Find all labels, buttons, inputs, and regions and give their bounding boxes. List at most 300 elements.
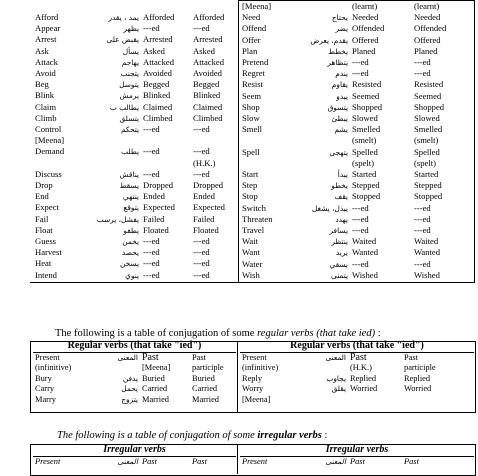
verb-present bbox=[33, 158, 89, 169]
verb-meaning: يسقط bbox=[119, 181, 139, 191]
verb-past: Carried bbox=[142, 384, 168, 394]
verb-row bbox=[33, 214, 236, 225]
verb-present: [Meena] bbox=[35, 135, 65, 146]
verb-row bbox=[33, 247, 236, 258]
verb-past: Attacked bbox=[143, 56, 175, 67]
verb-meaning: ينتظر bbox=[331, 237, 348, 247]
verb-past: Stepped bbox=[352, 180, 380, 191]
verb-present: Reply bbox=[242, 373, 263, 383]
verb-past: Worried bbox=[350, 384, 378, 394]
verb-row bbox=[240, 236, 474, 247]
verb-row bbox=[240, 395, 474, 406]
verb-meaning: يبطئ bbox=[331, 114, 348, 124]
verb-past-participle: Started bbox=[414, 169, 439, 180]
irregular-right-title: Irregular verbs bbox=[240, 445, 474, 456]
verb-past bbox=[141, 135, 191, 146]
verb-past: Seemed bbox=[352, 90, 380, 101]
header-meaning: المعنى bbox=[325, 456, 346, 466]
verb-present: Want bbox=[242, 247, 260, 258]
verb-row bbox=[240, 169, 474, 180]
verb-present: Spell bbox=[242, 146, 260, 157]
verb-past: Resisted bbox=[352, 79, 382, 90]
verb-meaning: يطالب ب bbox=[109, 102, 139, 112]
verb-past-participle: Begged bbox=[193, 79, 220, 90]
verb-meaning: يسافر bbox=[329, 226, 348, 236]
verb-past-participle: ---ed bbox=[414, 258, 431, 269]
ied-right-title: Regular verbs (that take "ied") bbox=[240, 341, 474, 352]
verb-meaning: يطلب bbox=[121, 147, 139, 157]
verb-present: Carry bbox=[35, 384, 55, 394]
verb-present: Slow bbox=[242, 113, 260, 124]
verb-row bbox=[240, 57, 474, 68]
verb-past: Wished bbox=[352, 269, 378, 280]
verb-past-participle: (smelt) bbox=[414, 135, 439, 146]
verb-past: ---ed bbox=[352, 68, 369, 79]
verb-meaning: يتسوق bbox=[327, 102, 348, 112]
verb-present: [Meena] bbox=[242, 1, 272, 11]
verb-past: Arrested bbox=[143, 34, 173, 45]
verb-past: Replied bbox=[350, 373, 377, 383]
verb-row bbox=[240, 191, 474, 202]
verb-past-participle: Attacked bbox=[193, 56, 225, 67]
verb-row bbox=[33, 46, 236, 57]
verb-past: Waited bbox=[352, 236, 377, 247]
verb-past: Spelled bbox=[352, 146, 378, 157]
header-infinitive: (infinitive) bbox=[35, 363, 72, 373]
verb-row bbox=[240, 91, 474, 102]
verb-past: Offered bbox=[352, 34, 379, 45]
verb-past-participle: Married bbox=[192, 394, 219, 404]
verb-meaning bbox=[294, 135, 350, 146]
verb-meaning: يطفو bbox=[123, 225, 139, 235]
verb-past-participle: Spelled bbox=[414, 146, 440, 157]
verb-row bbox=[240, 35, 474, 46]
verb-past: Shopped bbox=[352, 101, 383, 112]
verb-present: Intend bbox=[35, 269, 57, 280]
verb-present: Control bbox=[35, 124, 62, 135]
verb-meaning: يبدو bbox=[336, 91, 348, 101]
verb-row bbox=[33, 169, 236, 180]
verb-present: Appear bbox=[35, 23, 61, 34]
verb-meaning: يخمن bbox=[122, 237, 139, 247]
verb-past: ---ed bbox=[352, 258, 369, 269]
verb-row bbox=[240, 225, 474, 236]
verb-row bbox=[33, 12, 236, 23]
verb-past-participle: Worried bbox=[404, 384, 432, 394]
verb-present: Beg bbox=[35, 79, 49, 90]
verb-present: Stop bbox=[242, 191, 258, 202]
verb-row bbox=[33, 395, 236, 406]
header-meaning: المعنى bbox=[325, 352, 346, 362]
verb-meaning: ينتهي bbox=[122, 192, 139, 202]
verb-row bbox=[33, 102, 236, 113]
verb-past-participle: Failed bbox=[193, 213, 215, 224]
header-past: Past bbox=[350, 456, 365, 466]
verb-row bbox=[240, 374, 474, 385]
verb-past-participle: Offended bbox=[414, 23, 447, 34]
verb-meaning: يحصد bbox=[121, 248, 139, 258]
verb-past bbox=[141, 158, 191, 169]
verb-past-participle: Stepped bbox=[414, 180, 442, 191]
verb-present: Harvest bbox=[35, 247, 62, 258]
verb-present: Pretend bbox=[242, 57, 269, 68]
verb-past: ---ed bbox=[143, 23, 160, 34]
verb-past-participle: Floated bbox=[193, 224, 219, 235]
verb-row bbox=[240, 259, 474, 270]
verb-meaning: يقف bbox=[334, 192, 348, 202]
verb-past-participle: ---ed bbox=[193, 258, 210, 269]
verb-row bbox=[240, 158, 474, 169]
verb-past-participle: Replied bbox=[404, 373, 431, 383]
header-present: Present bbox=[35, 456, 61, 466]
header-annotator: (H.K.) bbox=[350, 363, 372, 373]
verb-present: Worry bbox=[242, 384, 264, 394]
verb-row bbox=[240, 147, 474, 158]
verb-present: Bury bbox=[35, 373, 52, 383]
verb-past-participle: ---ed bbox=[193, 247, 210, 258]
verb-past: Failed bbox=[143, 213, 165, 224]
verb-past: Wanted bbox=[352, 247, 379, 258]
irregular-table-right bbox=[240, 445, 474, 467]
verb-present: Smell bbox=[242, 124, 263, 135]
verb-past-participle: Planed bbox=[414, 45, 438, 56]
verb-past: Blinked bbox=[143, 90, 171, 101]
verb-meaning: يتهجى bbox=[329, 147, 348, 157]
verb-past-participle: Smelled bbox=[414, 124, 443, 135]
irregular-section-heading: The following is a table of conjugation of some irregular verbs : bbox=[57, 430, 328, 441]
verb-past-participle: Claimed bbox=[193, 101, 223, 112]
verb-meaning: يتوقع bbox=[123, 203, 139, 213]
verb-meaning: يقدم، يعرض bbox=[310, 35, 348, 45]
verb-meaning: يخطط bbox=[328, 46, 348, 56]
verb-meaning: يقبض على bbox=[106, 35, 139, 45]
verb-row bbox=[33, 270, 236, 281]
verb-present: Offer bbox=[242, 34, 261, 45]
header-present: Present bbox=[242, 456, 268, 466]
header-meaning: المعنى bbox=[117, 456, 138, 466]
verb-past-participle: Expected bbox=[193, 202, 225, 213]
verb-present bbox=[240, 158, 294, 169]
verb-row bbox=[33, 158, 236, 169]
verb-row bbox=[33, 68, 236, 79]
ied-section-heading: The following is a table of conjugation of some regular verbs (that take ied) : bbox=[55, 328, 381, 339]
verb-present bbox=[240, 135, 294, 146]
verb-meaning: يتزوج bbox=[121, 394, 138, 404]
verb-past-participle: ---ed bbox=[414, 68, 431, 79]
verb-past: ---ed bbox=[352, 213, 369, 224]
verb-present: Blink bbox=[35, 90, 55, 101]
verb-past-participle: (spelt) bbox=[414, 157, 436, 168]
verb-meaning: يتوسل bbox=[119, 80, 139, 90]
verb-meaning: يحمل bbox=[121, 384, 138, 394]
verb-past-participle: Buried bbox=[192, 373, 215, 383]
verb-past: Married bbox=[142, 394, 169, 404]
verb-row bbox=[240, 68, 474, 79]
verb-present: Drop bbox=[35, 180, 53, 191]
verb-meaning: يتظاهر bbox=[327, 58, 348, 68]
verb-past: ---ed bbox=[143, 258, 160, 269]
verb-row bbox=[33, 124, 236, 135]
verb-row bbox=[240, 12, 474, 23]
verb-past-participle: Seemed bbox=[414, 90, 442, 101]
verb-past-participle: ---ed bbox=[193, 23, 210, 34]
verb-present: Start bbox=[242, 169, 259, 180]
verb-row bbox=[33, 146, 236, 157]
verb-meaning: يتجنب bbox=[120, 69, 139, 79]
verb-meaning bbox=[298, 395, 348, 406]
verb-past: Asked bbox=[143, 45, 165, 56]
verb-present: Seem bbox=[242, 90, 262, 101]
verb-present: Threaten bbox=[242, 213, 273, 224]
verb-present: Need bbox=[242, 12, 261, 23]
verb-past-participle: ---ed bbox=[193, 236, 210, 247]
verb-past: ---ed bbox=[143, 236, 160, 247]
verb-past: Offended bbox=[352, 23, 385, 34]
verb-past-participle: Shopped bbox=[414, 101, 445, 112]
verb-row bbox=[240, 214, 474, 225]
header-past-participle: Past bbox=[192, 456, 207, 466]
verb-past: Started bbox=[352, 169, 377, 180]
verb-row bbox=[240, 113, 474, 124]
verb-present: Attack bbox=[35, 56, 58, 67]
verb-row bbox=[33, 202, 236, 213]
verb-row bbox=[33, 90, 236, 101]
verb-row bbox=[240, 270, 474, 281]
column-divider bbox=[238, 0, 239, 282]
verb-past-participle: ---ed bbox=[193, 269, 210, 280]
verb-past: Dropped bbox=[143, 180, 174, 191]
ied-table-divider bbox=[237, 341, 238, 412]
verb-row bbox=[33, 79, 236, 90]
verb-present: Resist bbox=[242, 79, 264, 90]
verb-past-participle: Dropped bbox=[193, 180, 224, 191]
verb-row bbox=[240, 384, 474, 395]
header-past-participle: Past bbox=[404, 456, 419, 466]
verb-past: (learnt) bbox=[352, 1, 378, 11]
verb-past-participle: (learnt) bbox=[414, 1, 440, 11]
right-border bbox=[474, 0, 475, 282]
verb-row bbox=[33, 57, 236, 68]
verb-meaning: يريد bbox=[335, 248, 348, 258]
verb-past: ---ed bbox=[143, 168, 160, 179]
verb-present: Expect bbox=[35, 202, 59, 213]
verb-past-participle: ---ed bbox=[193, 168, 210, 179]
verb-present: Plan bbox=[242, 45, 258, 56]
verb-past-participle: Blinked bbox=[193, 90, 221, 101]
verb-present: Regret bbox=[242, 68, 265, 79]
verb-row bbox=[33, 34, 236, 45]
verb-present: Wish bbox=[242, 269, 260, 280]
verb-present: Travel bbox=[242, 225, 265, 236]
verb-present: Demand bbox=[35, 146, 65, 157]
verb-past-participle: ---ed bbox=[414, 57, 431, 68]
verb-past-participle: Avoided bbox=[193, 68, 222, 79]
verb-past: (smelt) bbox=[352, 135, 377, 146]
verb-present: Switch bbox=[242, 202, 266, 213]
verb-past: Buried bbox=[142, 373, 165, 383]
ied-left-title: Regular verbs (that take "ied") bbox=[33, 341, 236, 352]
verb-past: Claimed bbox=[143, 101, 173, 112]
verb-past-participle bbox=[402, 395, 474, 406]
verb-past: Climbed bbox=[143, 112, 173, 123]
header-participle: participle bbox=[192, 363, 224, 373]
verb-meaning: يتسلق bbox=[119, 113, 139, 123]
verb-present: Offend bbox=[242, 23, 267, 34]
verb-meaning: يسأل bbox=[122, 46, 139, 56]
verb-past-participle: Arrested bbox=[193, 34, 223, 45]
verb-present: Arrest bbox=[35, 34, 57, 45]
verb-row bbox=[33, 258, 236, 269]
verb-past: ---ed bbox=[143, 247, 160, 258]
verb-past-participle: Needed bbox=[414, 12, 441, 23]
regular-verbs-table-right bbox=[240, 1, 474, 281]
verb-meaning: يرمش bbox=[119, 91, 139, 101]
verb-past: Avoided bbox=[143, 68, 172, 79]
verb-row bbox=[33, 135, 236, 146]
verb-past-participle: Wished bbox=[414, 269, 440, 280]
verb-past-participle: (H.K.) bbox=[193, 157, 216, 168]
verb-meaning: يقلق bbox=[331, 384, 346, 394]
header-past-participle: Past bbox=[192, 352, 206, 362]
header-past: Past bbox=[142, 456, 157, 466]
verb-meaning: يتحكم bbox=[120, 125, 139, 135]
verb-meaning: ينوي bbox=[125, 270, 139, 280]
header-participle: participle bbox=[404, 363, 436, 373]
verb-past: ---ed bbox=[143, 146, 160, 157]
verb-meaning: يتمنى bbox=[331, 270, 348, 280]
verb-row bbox=[240, 135, 474, 146]
verb-meaning: يقاوم bbox=[331, 80, 348, 90]
verb-meaning: يناقش bbox=[119, 169, 139, 179]
verb-meaning: يخطو bbox=[331, 181, 348, 191]
verb-past-participle: Afforded bbox=[193, 12, 225, 22]
verb-row bbox=[240, 1, 474, 12]
verb-row bbox=[33, 180, 236, 191]
verb-past: Stopped bbox=[352, 191, 381, 202]
verb-past-participle bbox=[191, 135, 236, 146]
header-meaning: المعنى bbox=[117, 352, 138, 362]
verb-row bbox=[33, 113, 236, 124]
verb-row bbox=[240, 46, 474, 57]
verb-row bbox=[240, 124, 474, 135]
verb-present: Heat bbox=[35, 258, 52, 269]
verb-present: Ask bbox=[35, 45, 49, 56]
verb-row bbox=[33, 384, 236, 395]
header-infinitive: (infinitive) bbox=[242, 363, 279, 373]
verb-meaning: يفشل، يرسب bbox=[96, 214, 139, 224]
verb-past: Expected bbox=[143, 202, 175, 213]
verb-meaning: يجاوب bbox=[326, 373, 346, 383]
verb-present: Wait bbox=[242, 236, 259, 247]
verb-row bbox=[33, 225, 236, 236]
ied-table-right bbox=[240, 341, 474, 406]
verb-row bbox=[240, 247, 474, 258]
verb-meaning: يهدد bbox=[335, 214, 348, 224]
verb-meaning: يمد ، يقدر bbox=[108, 13, 139, 22]
verb-meaning: يسقي bbox=[329, 259, 348, 269]
verb-past: ---ed bbox=[143, 269, 160, 280]
verb-past-participle: Slowed bbox=[414, 113, 440, 124]
verb-past: Begged bbox=[143, 79, 170, 90]
verb-present: Afford bbox=[35, 12, 59, 22]
verb-past-participle: Wanted bbox=[414, 247, 441, 258]
verb-row bbox=[33, 374, 236, 385]
header-past: Past bbox=[350, 351, 367, 363]
verb-past: Smelled bbox=[352, 124, 381, 135]
verb-meaning: يظهر bbox=[123, 24, 139, 34]
verb-past-participle: ---ed bbox=[193, 124, 210, 135]
verb-row bbox=[240, 102, 474, 113]
verb-present: Fail bbox=[35, 213, 49, 224]
verb-past-participle: Offered bbox=[414, 34, 441, 45]
header-present: Present bbox=[242, 352, 267, 362]
verb-present: Discuss bbox=[35, 168, 62, 179]
irregular-left-title: Irregular verbs bbox=[33, 445, 236, 456]
header-past: Past bbox=[142, 351, 159, 363]
header-annotator: [Meena] bbox=[142, 363, 171, 373]
verb-meaning: يبدل، يشغل bbox=[311, 203, 348, 213]
verb-past-participle: Carried bbox=[192, 384, 218, 394]
verb-meaning: يهاجم bbox=[121, 57, 139, 67]
verb-past: ---ed bbox=[143, 124, 160, 135]
verb-meaning: يسخن bbox=[119, 259, 139, 269]
verb-meaning: يندم bbox=[335, 69, 348, 79]
verb-present: Marry bbox=[35, 394, 56, 404]
verb-past: Planed bbox=[352, 45, 376, 56]
ied-table-left bbox=[33, 341, 236, 406]
verb-past: ---ed bbox=[352, 57, 369, 68]
verb-past-participle: Waited bbox=[414, 236, 439, 247]
verb-present: [Meena] bbox=[242, 394, 271, 404]
verb-past-participle: ---ed bbox=[414, 225, 431, 236]
verb-present: Shop bbox=[242, 101, 260, 112]
verb-past: Slowed bbox=[352, 113, 378, 124]
verb-meaning: يحتاج bbox=[331, 13, 348, 23]
verb-row bbox=[33, 236, 236, 247]
verb-present: Guess bbox=[35, 236, 57, 247]
verb-meaning: يشم bbox=[334, 125, 348, 135]
verb-row bbox=[240, 203, 474, 214]
verb-row bbox=[240, 23, 474, 34]
verb-past: ---ed bbox=[352, 225, 369, 236]
verb-row bbox=[240, 180, 474, 191]
verb-past: Afforded bbox=[143, 12, 175, 22]
verb-row bbox=[33, 191, 236, 202]
verb-meaning: يضر bbox=[335, 24, 348, 34]
header-past-participle: Past bbox=[404, 352, 418, 362]
verb-present: End bbox=[35, 191, 49, 202]
verb-present: Water bbox=[242, 258, 263, 269]
verb-meaning bbox=[89, 135, 141, 146]
verb-meaning bbox=[294, 1, 350, 12]
verb-past-participle: ---ed bbox=[414, 213, 431, 224]
verb-past: Floated bbox=[143, 224, 169, 235]
regular-verbs-table-left bbox=[33, 12, 236, 281]
verb-past-participle: Asked bbox=[193, 45, 215, 56]
verb-present: Climb bbox=[35, 112, 57, 123]
verb-past-participle: Climbed bbox=[193, 112, 223, 123]
verb-row bbox=[240, 79, 474, 90]
verb-past-participle: ---ed bbox=[193, 146, 210, 157]
verb-meaning: يدفن bbox=[122, 373, 138, 383]
irregular-table-left bbox=[33, 445, 236, 467]
verb-present: Float bbox=[35, 224, 53, 235]
verb-past-participle: Stopped bbox=[414, 191, 443, 202]
verb-present: Avoid bbox=[35, 68, 56, 79]
verb-row bbox=[33, 23, 236, 34]
verb-past: Ended bbox=[143, 191, 165, 202]
verb-present: Claim bbox=[35, 101, 57, 112]
